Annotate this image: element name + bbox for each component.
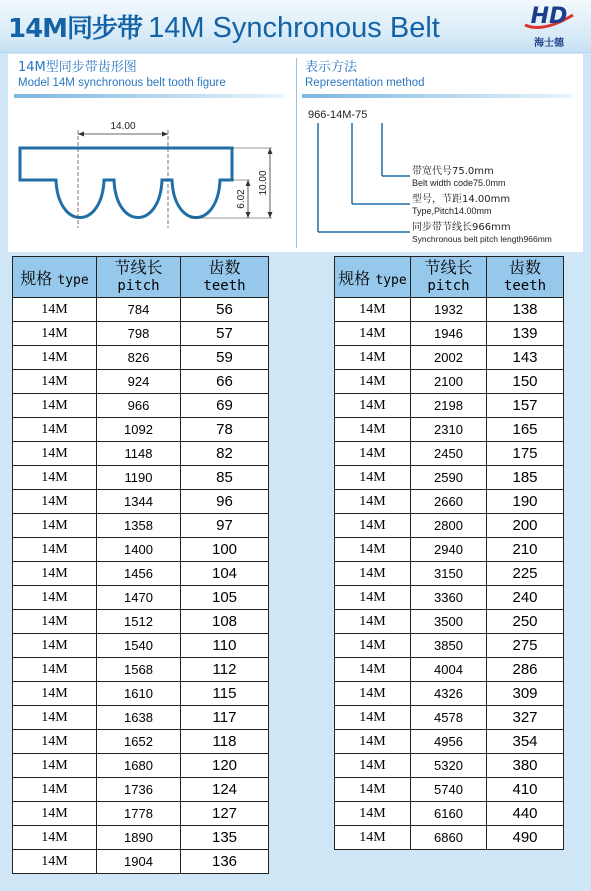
cell-pitch: 2800 bbox=[411, 514, 487, 538]
cell-pitch: 924 bbox=[97, 370, 181, 394]
type-label-cn: 型号，节距14.00mm bbox=[412, 194, 511, 205]
table-row bbox=[13, 346, 269, 370]
cell-pitch: 1400 bbox=[97, 538, 181, 562]
cell-pitch: 2310 bbox=[411, 418, 487, 442]
logo-letters: HD bbox=[530, 4, 568, 29]
cell-teeth: 190 bbox=[487, 490, 564, 514]
table-row bbox=[335, 754, 564, 778]
table-row bbox=[13, 826, 269, 850]
table-row bbox=[13, 538, 269, 562]
cell-pitch: 1932 bbox=[411, 298, 487, 322]
dim-label-pitch: 14.00 bbox=[110, 121, 136, 132]
dim-label-belt-height: 10.00 bbox=[258, 170, 269, 196]
table-row bbox=[13, 370, 269, 394]
cell-teeth: 440 bbox=[487, 802, 564, 826]
table-row bbox=[335, 298, 564, 322]
table-row bbox=[13, 610, 269, 634]
cell-type: 14M bbox=[335, 562, 411, 586]
cell-teeth: 97 bbox=[181, 514, 269, 538]
cell-type: 14M bbox=[13, 610, 97, 634]
table-row bbox=[13, 586, 269, 610]
cell-pitch: 784 bbox=[97, 298, 181, 322]
title-english: 14M Synchronous Belt bbox=[148, 12, 440, 44]
table-row bbox=[335, 706, 564, 730]
cell-pitch: 1190 bbox=[97, 466, 181, 490]
cell-teeth: 78 bbox=[181, 418, 269, 442]
table-row bbox=[335, 730, 564, 754]
cell-pitch: 1470 bbox=[97, 586, 181, 610]
cell-pitch: 4326 bbox=[411, 682, 487, 706]
cell-pitch: 1638 bbox=[97, 706, 181, 730]
length-label-cn: 同步带节线长966mm bbox=[412, 222, 511, 233]
cell-type: 14M bbox=[335, 514, 411, 538]
cell-pitch: 1680 bbox=[97, 754, 181, 778]
cell-type: 14M bbox=[13, 322, 97, 346]
cell-teeth: 135 bbox=[181, 826, 269, 850]
arrowhead bbox=[78, 132, 84, 137]
cell-pitch: 1540 bbox=[97, 634, 181, 658]
cell-type: 14M bbox=[13, 418, 97, 442]
table-row bbox=[335, 370, 564, 394]
cell-pitch: 1568 bbox=[97, 658, 181, 682]
cell-pitch: 966 bbox=[97, 394, 181, 418]
cell-teeth: 490 bbox=[487, 826, 564, 850]
column-header-teeth: 齿数 teeth bbox=[487, 257, 564, 298]
cell-teeth: 118 bbox=[181, 730, 269, 754]
arrowhead bbox=[268, 148, 273, 154]
tooth-heading-en: Model 14M synchronous belt tooth figure bbox=[18, 77, 226, 89]
cell-pitch: 2590 bbox=[411, 466, 487, 490]
table-row bbox=[13, 514, 269, 538]
heading-underline bbox=[14, 94, 284, 98]
cell-pitch: 4956 bbox=[411, 730, 487, 754]
cell-type: 14M bbox=[335, 730, 411, 754]
cell-pitch: 1890 bbox=[97, 826, 181, 850]
table-row bbox=[335, 562, 564, 586]
table-row bbox=[335, 778, 564, 802]
cell-pitch: 3500 bbox=[411, 610, 487, 634]
cell-teeth: 127 bbox=[181, 802, 269, 826]
cell-teeth: 138 bbox=[487, 298, 564, 322]
cell-teeth: 354 bbox=[487, 730, 564, 754]
table-row bbox=[335, 514, 564, 538]
arrowhead bbox=[246, 212, 251, 218]
cell-pitch: 6860 bbox=[411, 826, 487, 850]
table-header-row bbox=[335, 257, 564, 298]
table-row bbox=[335, 322, 564, 346]
cell-pitch: 1344 bbox=[97, 490, 181, 514]
table-row bbox=[13, 778, 269, 802]
representation-heading bbox=[305, 60, 425, 90]
cell-teeth: 410 bbox=[487, 778, 564, 802]
cell-type: 14M bbox=[335, 682, 411, 706]
table-row bbox=[335, 802, 564, 826]
cell-teeth: 200 bbox=[487, 514, 564, 538]
table-row bbox=[335, 586, 564, 610]
cell-type: 14M bbox=[335, 490, 411, 514]
table-header-row bbox=[13, 257, 269, 298]
cell-pitch: 1610 bbox=[97, 682, 181, 706]
cell-type: 14M bbox=[13, 394, 97, 418]
cell-pitch: 3150 bbox=[411, 562, 487, 586]
cell-pitch: 1512 bbox=[97, 610, 181, 634]
table-row bbox=[13, 706, 269, 730]
column-header-teeth: 齿数 teeth bbox=[181, 257, 269, 298]
column-header-pitch: 节线长 pitch bbox=[97, 257, 181, 298]
cell-pitch: 798 bbox=[97, 322, 181, 346]
table-row bbox=[13, 322, 269, 346]
cell-teeth: 66 bbox=[181, 370, 269, 394]
cell-teeth: 69 bbox=[181, 394, 269, 418]
cell-teeth: 309 bbox=[487, 682, 564, 706]
cell-teeth: 250 bbox=[487, 610, 564, 634]
cell-teeth: 117 bbox=[181, 706, 269, 730]
cell-type: 14M bbox=[13, 826, 97, 850]
cell-type: 14M bbox=[13, 682, 97, 706]
cell-type: 14M bbox=[335, 322, 411, 346]
cell-teeth: 57 bbox=[181, 322, 269, 346]
cell-pitch: 1456 bbox=[97, 562, 181, 586]
table-row bbox=[13, 418, 269, 442]
cell-type: 14M bbox=[335, 586, 411, 610]
cell-type: 14M bbox=[335, 610, 411, 634]
cell-teeth: 225 bbox=[487, 562, 564, 586]
table-row bbox=[13, 754, 269, 778]
cell-type: 14M bbox=[335, 802, 411, 826]
cell-type: 14M bbox=[335, 754, 411, 778]
cell-type: 14M bbox=[335, 706, 411, 730]
cell-type: 14M bbox=[13, 490, 97, 514]
cell-type: 14M bbox=[13, 754, 97, 778]
table-row bbox=[13, 802, 269, 826]
cell-type: 14M bbox=[335, 778, 411, 802]
cell-pitch: 1736 bbox=[97, 778, 181, 802]
page-header bbox=[0, 0, 591, 53]
cell-type: 14M bbox=[13, 802, 97, 826]
tooth-figure-heading bbox=[18, 60, 226, 90]
cell-teeth: 136 bbox=[181, 850, 269, 874]
cell-pitch: 4004 bbox=[411, 658, 487, 682]
cell-teeth: 115 bbox=[181, 682, 269, 706]
width-label-cn: 带宽代号75.0mm bbox=[412, 166, 494, 177]
cell-pitch: 1904 bbox=[97, 850, 181, 874]
cell-teeth: 110 bbox=[181, 634, 269, 658]
cell-pitch: 2100 bbox=[411, 370, 487, 394]
cell-type: 14M bbox=[335, 370, 411, 394]
cell-type: 14M bbox=[13, 514, 97, 538]
cell-teeth: 139 bbox=[487, 322, 564, 346]
page-title bbox=[8, 8, 440, 45]
table-row bbox=[335, 538, 564, 562]
cell-type: 14M bbox=[13, 658, 97, 682]
cell-type: 14M bbox=[13, 730, 97, 754]
table-row bbox=[335, 658, 564, 682]
arrowhead bbox=[246, 180, 251, 186]
table-row bbox=[13, 442, 269, 466]
cell-teeth: 59 bbox=[181, 346, 269, 370]
panel-divider bbox=[296, 58, 297, 248]
cell-pitch: 2198 bbox=[411, 394, 487, 418]
cell-type: 14M bbox=[335, 466, 411, 490]
cell-type: 14M bbox=[13, 466, 97, 490]
cell-type: 14M bbox=[335, 346, 411, 370]
cell-pitch: 3360 bbox=[411, 586, 487, 610]
column-header-type: 规格 type bbox=[335, 257, 411, 298]
spec-table-right bbox=[334, 256, 564, 850]
cell-teeth: 56 bbox=[181, 298, 269, 322]
column-header-type: 规格 type bbox=[13, 257, 97, 298]
tooth-heading-cn: 14M型同步带齿形图 bbox=[18, 60, 137, 75]
belt-tooth-profile bbox=[20, 148, 232, 218]
cell-type: 14M bbox=[13, 586, 97, 610]
cell-type: 14M bbox=[335, 442, 411, 466]
cell-teeth: 150 bbox=[487, 370, 564, 394]
cell-pitch: 1092 bbox=[97, 418, 181, 442]
belt-code: 966-14M-75 bbox=[308, 109, 368, 121]
rep-heading-en: Representation method bbox=[305, 77, 425, 89]
logo-mark-icon bbox=[523, 3, 575, 33]
cell-pitch: 3850 bbox=[411, 634, 487, 658]
cell-type: 14M bbox=[13, 850, 97, 874]
cell-type: 14M bbox=[335, 634, 411, 658]
table-row bbox=[335, 346, 564, 370]
cell-teeth: 157 bbox=[487, 394, 564, 418]
spec-table-left bbox=[12, 256, 269, 874]
table-row bbox=[335, 826, 564, 850]
cell-pitch: 2002 bbox=[411, 346, 487, 370]
width-label-en: Belt width code75.0mm bbox=[412, 178, 506, 188]
table-row bbox=[335, 682, 564, 706]
cell-pitch: 2660 bbox=[411, 490, 487, 514]
table-row bbox=[13, 730, 269, 754]
cell-teeth: 85 bbox=[181, 466, 269, 490]
table-row bbox=[335, 442, 564, 466]
cell-teeth: 240 bbox=[487, 586, 564, 610]
type-label-en: Type,Pitch14.00mm bbox=[412, 206, 492, 216]
cell-type: 14M bbox=[13, 562, 97, 586]
heading-underline bbox=[302, 94, 572, 98]
table-row bbox=[13, 562, 269, 586]
cell-pitch: 1358 bbox=[97, 514, 181, 538]
table-row bbox=[13, 466, 269, 490]
table-row bbox=[335, 610, 564, 634]
table-row bbox=[13, 850, 269, 874]
title-chinese: 14M同步带 bbox=[8, 14, 143, 44]
cell-teeth: 210 bbox=[487, 538, 564, 562]
cell-pitch: 1946 bbox=[411, 322, 487, 346]
cell-type: 14M bbox=[335, 418, 411, 442]
cell-teeth: 143 bbox=[487, 346, 564, 370]
cell-type: 14M bbox=[13, 346, 97, 370]
table-row bbox=[335, 394, 564, 418]
cell-teeth: 100 bbox=[181, 538, 269, 562]
cell-pitch: 1148 bbox=[97, 442, 181, 466]
rep-heading-cn: 表示方法 bbox=[305, 60, 358, 75]
cell-pitch: 6160 bbox=[411, 802, 487, 826]
cell-pitch: 5320 bbox=[411, 754, 487, 778]
logo-text: 海士德 bbox=[534, 38, 564, 49]
cell-type: 14M bbox=[13, 634, 97, 658]
representation-diagram bbox=[300, 100, 580, 250]
cell-pitch: 1778 bbox=[97, 802, 181, 826]
cell-type: 14M bbox=[335, 658, 411, 682]
table-row bbox=[13, 634, 269, 658]
table-row bbox=[13, 490, 269, 514]
cell-teeth: 104 bbox=[181, 562, 269, 586]
cell-type: 14M bbox=[335, 394, 411, 418]
cell-teeth: 380 bbox=[487, 754, 564, 778]
table-row bbox=[335, 418, 564, 442]
cell-teeth: 275 bbox=[487, 634, 564, 658]
arrowhead bbox=[162, 132, 168, 137]
table-row bbox=[13, 658, 269, 682]
cell-type: 14M bbox=[13, 778, 97, 802]
cell-type: 14M bbox=[13, 706, 97, 730]
cell-teeth: 108 bbox=[181, 610, 269, 634]
cell-pitch: 5740 bbox=[411, 778, 487, 802]
cell-type: 14M bbox=[13, 442, 97, 466]
cell-type: 14M bbox=[13, 298, 97, 322]
cell-teeth: 124 bbox=[181, 778, 269, 802]
cell-pitch: 1652 bbox=[97, 730, 181, 754]
cell-type: 14M bbox=[335, 298, 411, 322]
cell-teeth: 105 bbox=[181, 586, 269, 610]
table-row bbox=[335, 634, 564, 658]
arrowhead bbox=[268, 212, 273, 218]
cell-type: 14M bbox=[13, 370, 97, 394]
cell-teeth: 120 bbox=[181, 754, 269, 778]
cell-teeth: 82 bbox=[181, 442, 269, 466]
cell-type: 14M bbox=[335, 826, 411, 850]
column-header-pitch: 节线长 pitch bbox=[411, 257, 487, 298]
cell-pitch: 826 bbox=[97, 346, 181, 370]
cell-pitch: 4578 bbox=[411, 706, 487, 730]
table-row bbox=[335, 466, 564, 490]
cell-pitch: 2450 bbox=[411, 442, 487, 466]
cell-type: 14M bbox=[335, 538, 411, 562]
table-row bbox=[13, 298, 269, 322]
table-row bbox=[13, 682, 269, 706]
cell-teeth: 185 bbox=[487, 466, 564, 490]
cell-teeth: 286 bbox=[487, 658, 564, 682]
table-row bbox=[13, 394, 269, 418]
cell-teeth: 175 bbox=[487, 442, 564, 466]
dim-label-tooth-height: 6.02 bbox=[236, 189, 247, 209]
cell-type: 14M bbox=[13, 538, 97, 562]
cell-teeth: 96 bbox=[181, 490, 269, 514]
belt-tooth-diagram bbox=[10, 100, 290, 240]
cell-teeth: 165 bbox=[487, 418, 564, 442]
cell-teeth: 112 bbox=[181, 658, 269, 682]
cell-pitch: 2940 bbox=[411, 538, 487, 562]
table-row bbox=[335, 490, 564, 514]
cell-teeth: 327 bbox=[487, 706, 564, 730]
length-label-en: Synchronous belt pitch length966mm bbox=[412, 234, 552, 244]
brand-logo bbox=[521, 3, 577, 48]
